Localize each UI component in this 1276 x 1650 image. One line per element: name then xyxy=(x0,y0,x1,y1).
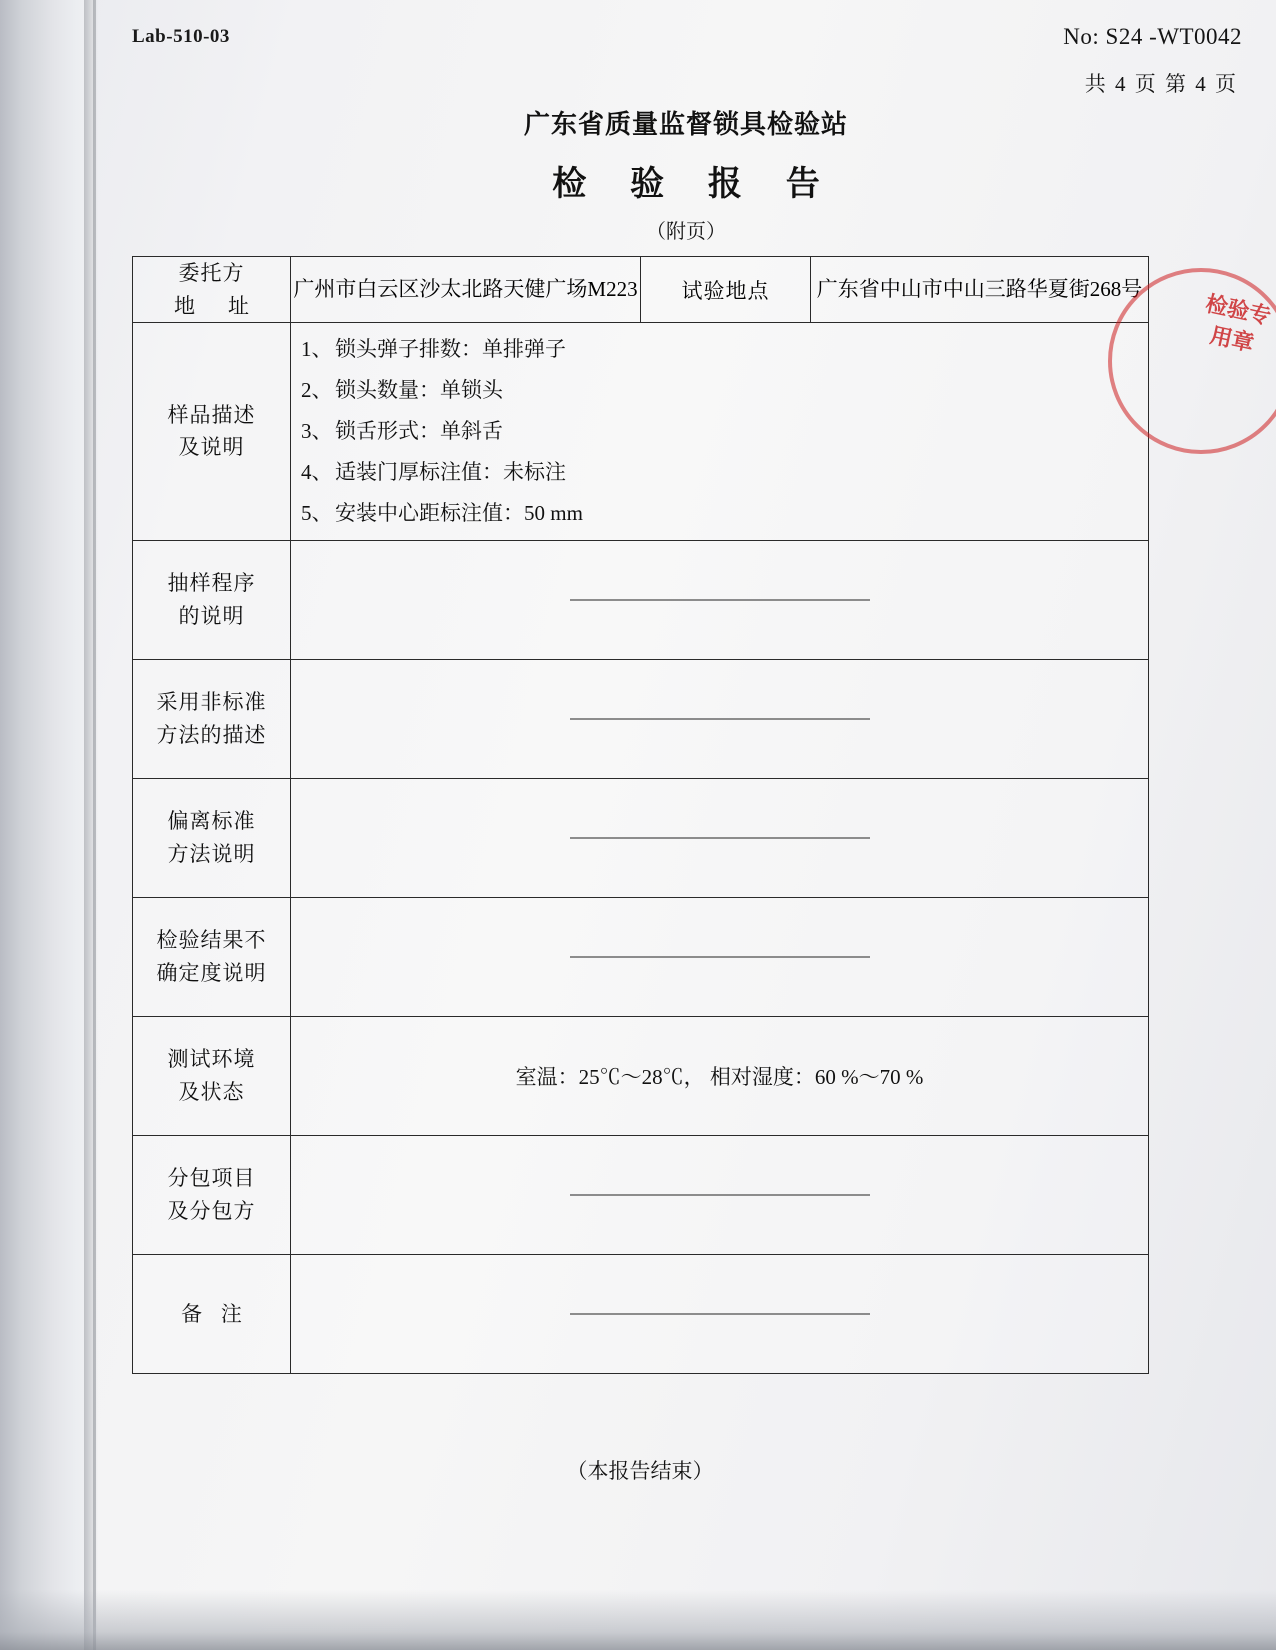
client-address-value: 广州市白云区沙太北路天健广场M223 xyxy=(291,257,641,323)
table-row-deviation xyxy=(133,778,1149,897)
environment-label-line1: 测试环境 xyxy=(167,1047,256,1072)
test-site-value: 广东省中山市中山三路华夏街268号 xyxy=(811,257,1149,323)
blank-dash xyxy=(570,599,870,600)
form-code: Lab-510-03 xyxy=(132,26,230,47)
list-item-text: 适装门厚标注值：未标注 xyxy=(335,459,566,484)
report-table xyxy=(132,256,1149,1374)
row-label-client-address xyxy=(133,257,291,323)
report-number: No: S24 -WT0042 xyxy=(1063,24,1242,49)
environment-label-line2: 及状态 xyxy=(178,1079,245,1104)
uncertainty-label-line2: 确定度说明 xyxy=(156,960,267,985)
blank-dash xyxy=(570,718,870,719)
row-label-uncertainty xyxy=(133,897,291,1016)
list-item xyxy=(301,370,1148,411)
remark-value xyxy=(291,1254,1149,1373)
client-address-label-line2: 地 址 xyxy=(174,293,255,318)
table-row-remark xyxy=(133,1254,1149,1373)
blank-dash xyxy=(570,956,870,957)
subcontract-value xyxy=(291,1135,1149,1254)
page-content xyxy=(96,0,1276,1650)
sampling-label-line2: 的说明 xyxy=(178,603,245,628)
row-label-remark: 备 注 xyxy=(133,1254,291,1373)
document-title: 检 验 报 告 xyxy=(552,164,836,204)
row-label-deviation xyxy=(133,778,291,897)
sample-desc-label-line2: 及说明 xyxy=(178,435,245,460)
document-subtitle: （附页） xyxy=(646,221,726,243)
blank-dash xyxy=(570,1313,870,1314)
client-address-label-line1: 委托方 xyxy=(178,261,245,285)
sample-desc-label-line1: 样品描述 xyxy=(167,402,256,427)
row-label-sampling-procedure xyxy=(133,540,291,659)
list-item-number: 2、 xyxy=(301,378,333,403)
list-item-text: 锁头弹子排数：单排弹子 xyxy=(335,337,566,362)
sampling-procedure-value xyxy=(291,540,1149,659)
page-binding-edge xyxy=(0,0,96,1650)
list-item-text: 锁舌形式：单斜舌 xyxy=(335,418,503,443)
end-of-report-note: （本报告结束） xyxy=(566,1459,714,1483)
table-row-sample-description xyxy=(133,323,1149,541)
deviation-value xyxy=(291,778,1149,897)
list-item-text: 锁头数量：单锁头 xyxy=(335,378,503,403)
row-label-subcontract xyxy=(133,1135,291,1254)
deviation-label-line1: 偏离标准 xyxy=(167,809,256,834)
row-label-sample-description xyxy=(133,323,291,541)
nonstandard-label-line1: 采用非标准 xyxy=(156,690,267,715)
table-row-sampling-procedure xyxy=(133,540,1149,659)
list-item xyxy=(301,452,1148,493)
nonstandard-method-value xyxy=(291,659,1149,778)
sample-description-value xyxy=(291,323,1149,541)
list-item-number: 5、 xyxy=(301,500,333,525)
table-row-client-address xyxy=(133,257,1149,323)
page-count: 共 4 页 第 4 页 xyxy=(1084,72,1238,96)
nonstandard-label-line2: 方法的描述 xyxy=(156,722,267,747)
row-label-nonstandard-method xyxy=(133,659,291,778)
official-stamp-text: 检验专用章 xyxy=(1203,291,1274,357)
uncertainty-value xyxy=(291,897,1149,1016)
list-item xyxy=(301,411,1148,452)
subcontract-label-line2: 及分包方 xyxy=(167,1198,256,1223)
list-item xyxy=(301,493,1148,534)
table-row-subcontract xyxy=(133,1135,1149,1254)
list-item-text: 安装中心距标注值：50 mm xyxy=(335,500,583,525)
table-row-environment xyxy=(133,1016,1149,1135)
organization-title: 广东省质量监督锁具检验站 xyxy=(523,110,848,140)
list-item-number: 4、 xyxy=(301,459,333,484)
sample-description-list xyxy=(291,323,1148,540)
environment-value: 室温：25℃～28℃， 相对湿度：60 %～70 % xyxy=(291,1016,1149,1135)
list-item xyxy=(301,329,1148,370)
sampling-label-line1: 抽样程序 xyxy=(167,571,256,596)
list-item-number: 3、 xyxy=(301,418,333,443)
table-row-uncertainty xyxy=(133,897,1149,1016)
row-label-environment xyxy=(133,1016,291,1135)
uncertainty-label-line1: 检验结果不 xyxy=(156,928,267,953)
table-row-nonstandard-method xyxy=(133,659,1149,778)
blank-dash xyxy=(570,837,870,838)
blank-dash xyxy=(570,1194,870,1195)
list-item-number: 1、 xyxy=(301,337,333,362)
row-label-test-site: 试验地点 xyxy=(641,257,811,323)
page-bottom-shadow xyxy=(0,1590,1276,1650)
deviation-label-line2: 方法说明 xyxy=(167,841,256,866)
subcontract-label-line1: 分包项目 xyxy=(167,1166,256,1191)
